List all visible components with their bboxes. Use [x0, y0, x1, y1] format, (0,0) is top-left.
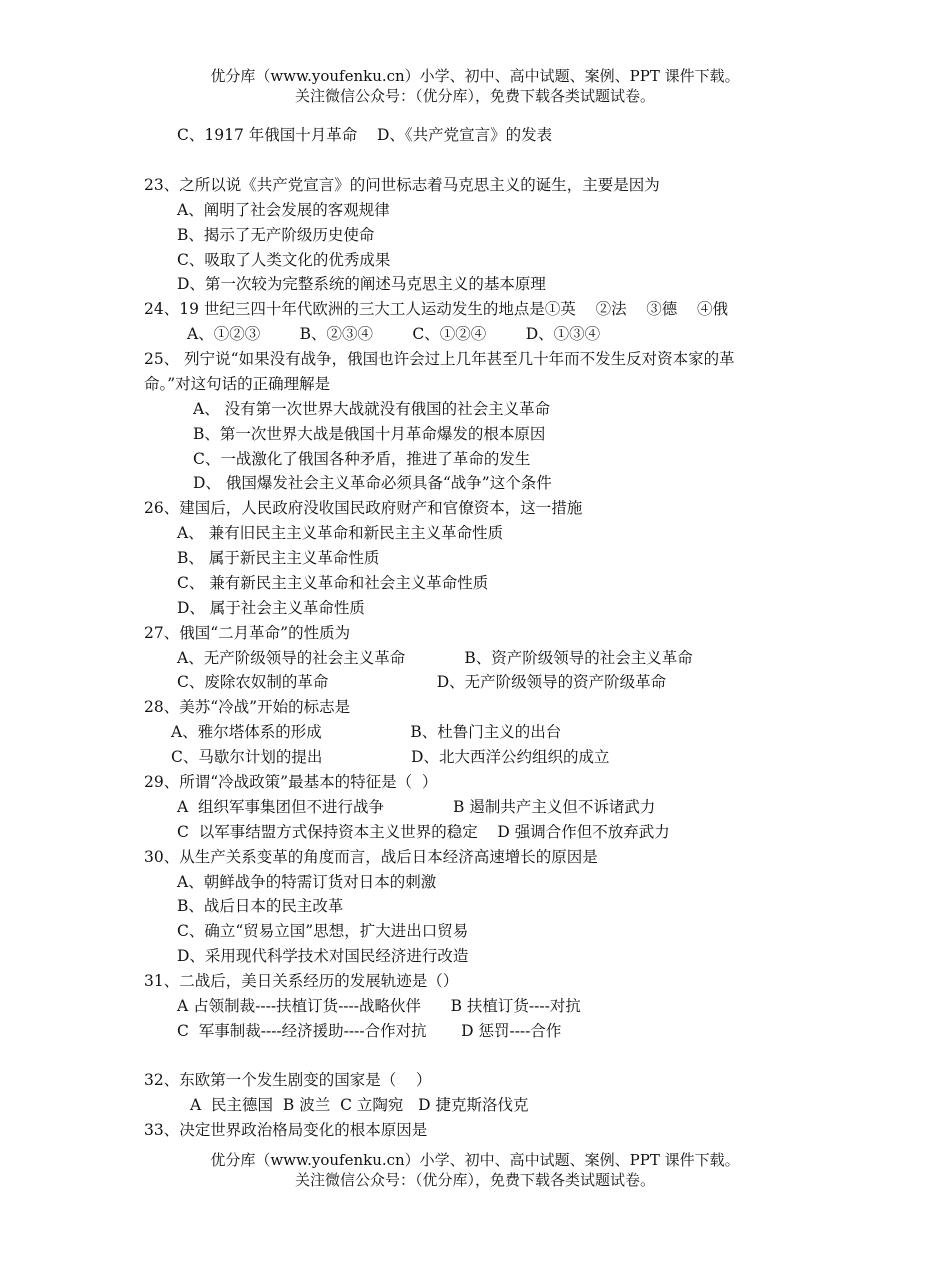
q26-option-d: D、 属于社会主义革命性质 [177, 599, 365, 617]
footer-line-1: 优分库（www.youfenku.cn）小学、初中、高中试题、案例、PPT 课件下载。 [210, 1151, 740, 1169]
q25-option-b: B、第一次世界大战是俄国十月革命爆发的根本原因 [193, 425, 546, 443]
q27-stem: 27、俄国“二月革命”的性质为 [144, 624, 351, 642]
q28-options-ab: A、雅尔塔体系的形成 B、杜鲁门主义的出台 [171, 723, 562, 741]
q26-option-b: B、 属于新民主主义革命性质 [177, 549, 380, 567]
q26-option-a: A、 兼有旧民主主义革命和新民主主义革命性质 [177, 524, 504, 542]
q25-stem: 25、 列宁说“如果没有战争，俄国也许会过上几年甚至几十年而不发生反对资本家的革 [144, 350, 735, 368]
q23-stem: 23、之所以说《共产党宣言》的问世标志着马克思主义的诞生，主要是因为 [144, 176, 660, 194]
q30-option-b: B、战后日本的民主改革 [177, 897, 344, 915]
q25-option-d: D、 俄国爆发社会主义革命必须具备“战争”这个条件 [193, 474, 552, 492]
q26-option-c: C、 兼有新民主主义革命和社会主义革命性质 [177, 574, 489, 592]
q29-stem: 29、所谓“冷战政策”最基本的特征是（ ） [144, 773, 438, 791]
q23-option-d: D、第一次较为完整系统的阐述马克思主义的基本原理 [177, 275, 546, 293]
q23-option-a: A、阐明了社会发展的客观规律 [177, 201, 390, 219]
q24-stem: 24、19 世纪三四十年代欧洲的三大工人运动发生的地点是①英 ②法 ③德 ④俄 [144, 300, 728, 318]
q30-option-a: A、朝鲜战争的特需订货对日本的刺激 [177, 873, 437, 891]
header-line-1: 优分库（www.youfenku.cn）小学、初中、高中试题、案例、PPT 课件下载。 [210, 67, 740, 85]
q28-stem: 28、美苏“冷战”开始的标志是 [144, 698, 351, 716]
q30-option-c: C、确立“贸易立国”思想，扩大进出口贸易 [177, 922, 469, 940]
header-line-2: 关注微信公众号：（优分库），免费下载各类试题试卷。 [294, 87, 655, 105]
footer-line-2: 关注微信公众号：（优分库），免费下载各类试题试卷。 [294, 1171, 655, 1189]
q31-stem: 31、二战后，美日关系经历的发展轨迹是（） [144, 972, 459, 990]
q30-stem: 30、从生产关系变革的角度而言，战后日本经济高速增长的原因是 [144, 848, 598, 866]
q23-option-c: C、吸取了人类文化的优秀成果 [177, 251, 391, 269]
q30-option-d: D、采用现代科学技术对国民经济进行改造 [177, 947, 469, 965]
q29-options-ab: A 组织军事集团但不进行战争 B 遏制共产主义但不诉诸武力 [177, 798, 656, 816]
q24-options: A、①②③ B、②③④ C、①②④ D、①③④ [187, 325, 601, 343]
q27-options-cd: C、废除农奴制的革命 D、无产阶级领导的资产阶级革命 [177, 673, 667, 691]
q25-stem-cont: 命。”对这句话的正确理解是 [144, 375, 331, 393]
page-header [0, 66, 950, 106]
q25-option-a: A、 没有第一次世界大战就没有俄国的社会主义革命 [193, 400, 551, 418]
q23-option-b: B、揭示了无产阶级历史使命 [177, 226, 375, 244]
q28-options-cd: C、马歇尔计划的提出 D、北大西洋公约组织的成立 [171, 748, 610, 766]
q32-stem: 32、东欧第一个发生剧变的国家是（ ） [144, 1071, 432, 1089]
q31-options-cd: C 军事制裁----经济援助----合作对抗 D 惩罚----合作 [177, 1022, 562, 1040]
q32-options: A 民主德国 B 波兰 C 立陶宛 D 捷克斯洛伐克 [190, 1096, 529, 1114]
q26-stem: 26、建国后，人民政府没收国民政府财产和官僚资本，这一措施 [144, 499, 583, 517]
q27-options-ab: A、无产阶级领导的社会主义革命 B、资产阶级领导的社会主义革命 [177, 649, 693, 667]
q25-option-c: C、一战激化了俄国各种矛盾，推进了革命的发生 [193, 450, 531, 468]
q31-options-ab: A 占领制裁----扶植订货----战略伙伴 B 扶植订货----对抗 [177, 997, 581, 1015]
q33-stem: 33、决定世界政治格局变化的根本原因是 [144, 1121, 428, 1139]
q29-options-cd: C 以军事结盟方式保持资本主义世界的稳定 D 强调合作但不放弃武力 [177, 823, 670, 841]
q22-option-cd: C、1917 年俄国十月革命 D、《共产党宣言》的发表 [177, 126, 553, 144]
page-footer [0, 1150, 950, 1190]
